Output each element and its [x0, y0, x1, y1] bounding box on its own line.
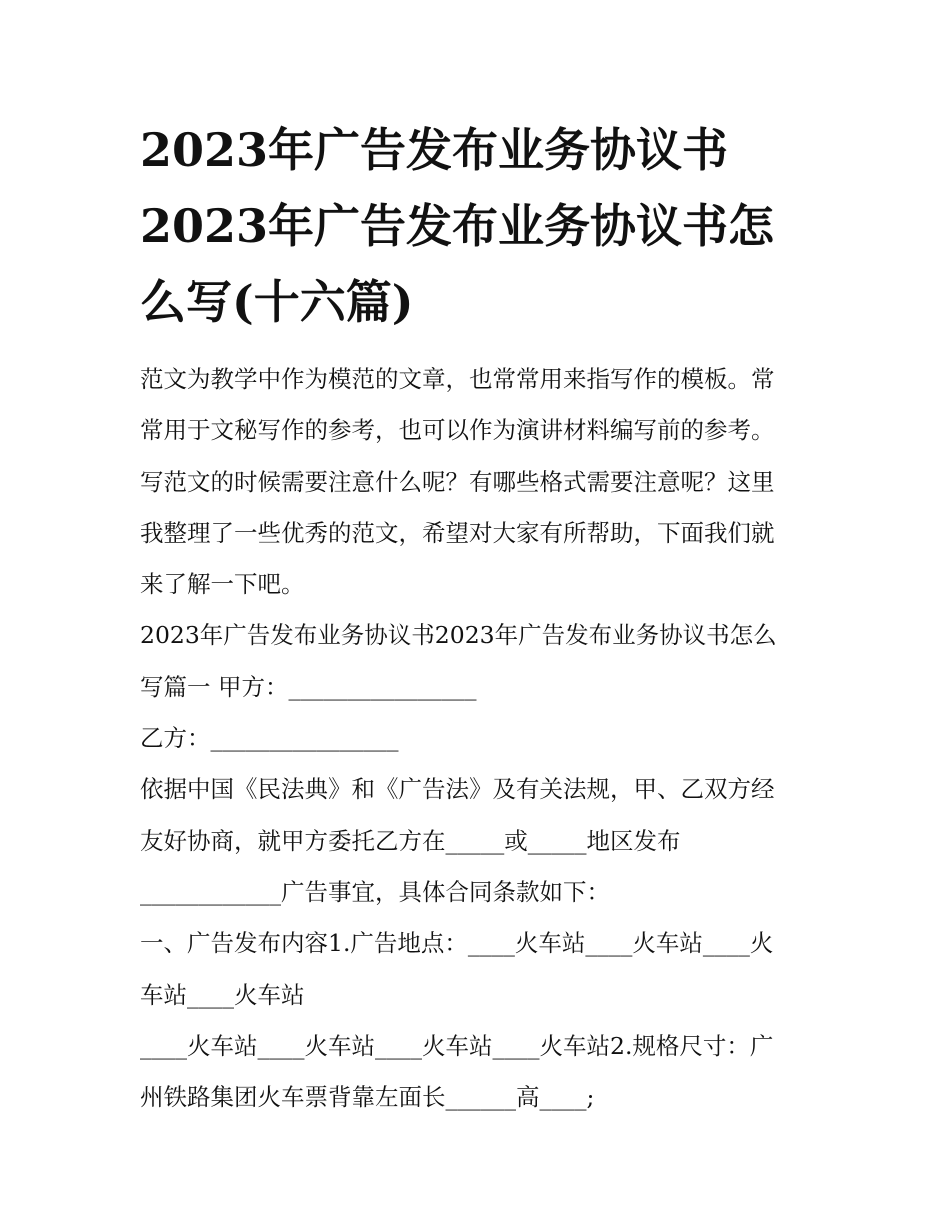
body-line: 友好协商，就甲方委托乙方在_____或_____地区发布	[140, 826, 681, 855]
body-line: 车站____火车站	[140, 980, 305, 1009]
body-line: 依据中国《民法典》和《广告法》及有关法规，甲、乙双方经	[140, 775, 775, 804]
title-line: 么写(十六篇)	[140, 275, 414, 329]
body-line: 2023年广告发布业务协议书2023年广告发布业务协议书怎么	[140, 621, 777, 650]
body-line: 写篇一 甲方：________________	[140, 672, 477, 701]
title-line: 2023年广告发布业务协议书	[140, 123, 729, 177]
body-line: 来了解一下吧。	[140, 570, 305, 599]
body-line: 我整理了一些优秀的范文，希望对大家有所帮助，下面我们就	[140, 518, 775, 547]
document-title	[140, 112, 840, 340]
document-body	[140, 354, 820, 1123]
body-line: 州铁路集团火车票背靠左面长______高____;	[140, 1083, 595, 1112]
title-line: 2023年广告发布业务协议书怎	[140, 199, 775, 253]
body-line: 乙方：________________	[140, 724, 399, 753]
body-line: 常用于文秘写作的参考，也可以作为演讲材料编写前的参考。	[140, 416, 775, 445]
body-line: 写范文的时候需要注意什么呢？有哪些格式需要注意呢？这里	[140, 467, 775, 496]
body-line: 一、广告发布内容1.广告地点：____火车站____火车站____火	[140, 929, 774, 958]
body-line: 范文为教学中作为模范的文章，也常常用来指写作的模板。常	[140, 365, 775, 393]
body-line: ____火车站____火车站____火车站____火车站2.规格尺寸：广	[140, 1031, 774, 1060]
body-line: ____________广告事宜，具体合同条款如下：	[140, 877, 610, 906]
